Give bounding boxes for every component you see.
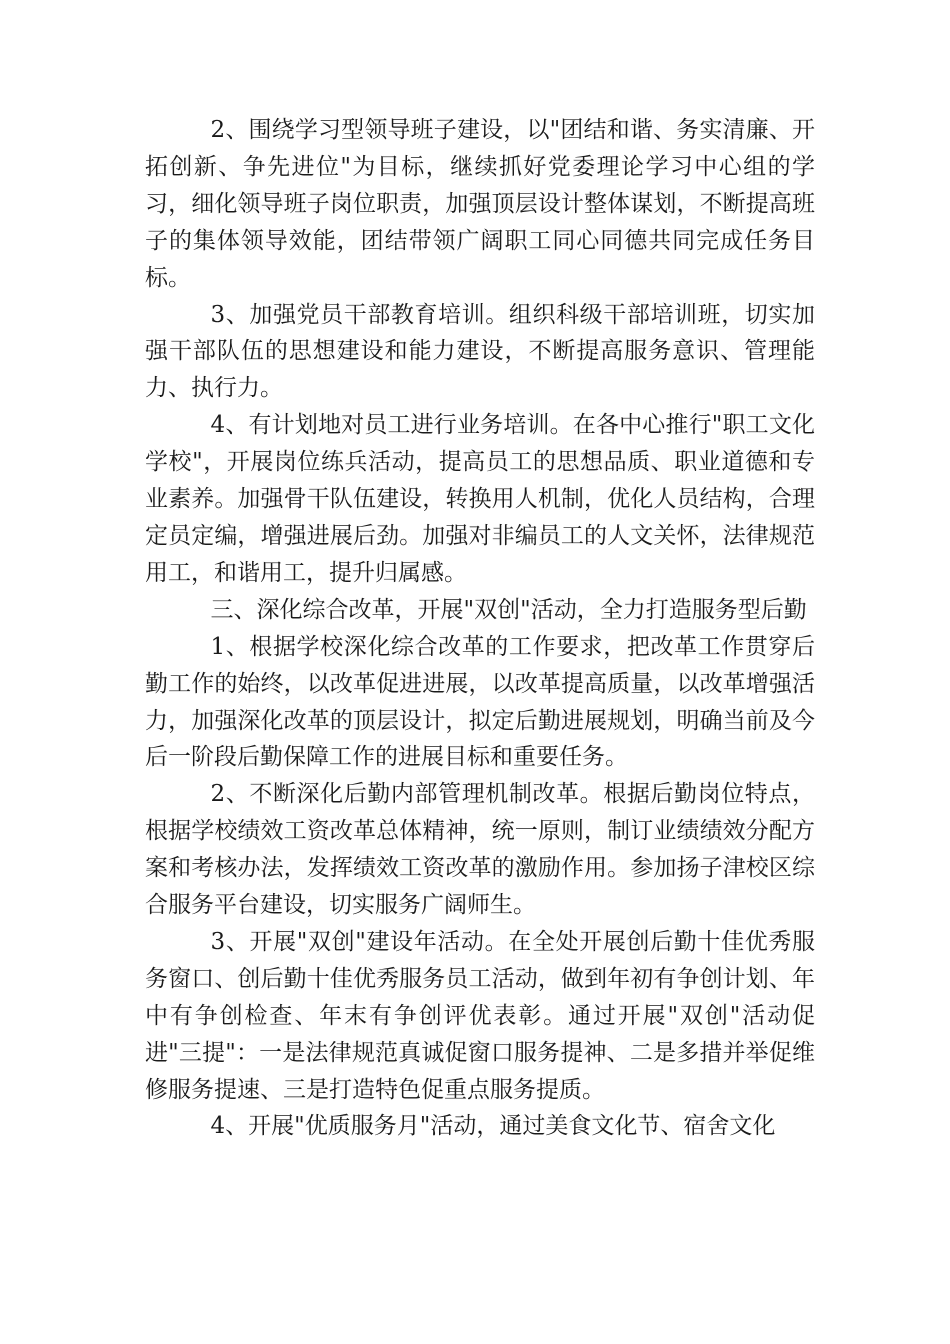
paragraph-double-creation: 3、开展"双创"建设年活动。在全处开展创后勤十佳优秀服务窗口、创后勤十佳优秀服务员工活动，做到年初有争创计划、年中有争创检查、年末有争创评优表彰。通过开展"双创"活动促进"三提"：一是法律规范真诚促窗口服务提神、二是多措并举促维修服务提速、三是打造特色促重点服务提质。 <box>145 928 815 1103</box>
section-heading-reform: 三、深化综合改革，开展"双创"活动，全力打造服务型后勤 <box>210 596 807 623</box>
paragraph-leadership-team: 2、围绕学习型领导班子建设，以"团结和谐、务实清廉、开拓创新、争先进位"为目标，继续抓好党委理论学习中心组的学习，细化领导班子岗位职责，加强顶层设计整体谋划，不断提高班子的集体领导效能，团结带领广阔职工同心同德共同完成任务目标。 <box>145 117 815 291</box>
paragraph-staff-training: 4、有计划地对员工进行业务培训。在各中心推行"职工文化学校"，开展岗位练兵活动，提高员工的思想品质、职业道德和专业素养。加强骨干队伍建设，转换用人机制，优化人员结构，合理定员定编，增强进展后劲。加强对非编员工的人文关怀，法律规范用工，和谐用工，提升归属感。 <box>145 412 815 586</box>
paragraph-quality-service-month: 4、开展"优质服务月"活动，通过美食文化节、宿舍文化 <box>210 1113 776 1140</box>
document-body <box>145 112 815 1145</box>
paragraph-comprehensive-reform: 1、根据学校深化综合改革的工作要求，把改革工作贯穿后勤工作的始终，以改革促进进展，以改革提高质量，以改革增强活力，加强深化改革的顶层设计，拟定后勤进展规划，明确当前及今后一阶段后勤保障工作的进展目标和重要任务。 <box>145 633 815 771</box>
paragraph-cadre-training: 3、加强党员干部教育培训。组织科级干部培训班，切实加强干部队伍的思想建设和能力建设，不断提高服务意识、管理能力、执行力。 <box>145 301 815 402</box>
paragraph-internal-management: 2、不断深化后勤内部管理机制改革。根据后勤岗位特点，根据学校绩效工资改革总体精神，统一原则，制订业绩绩效分配方案和考核办法，发挥绩效工资改革的激励作用。参加扬子津校区综合服务平台建设，切实服务广阔师生。 <box>145 781 815 919</box>
